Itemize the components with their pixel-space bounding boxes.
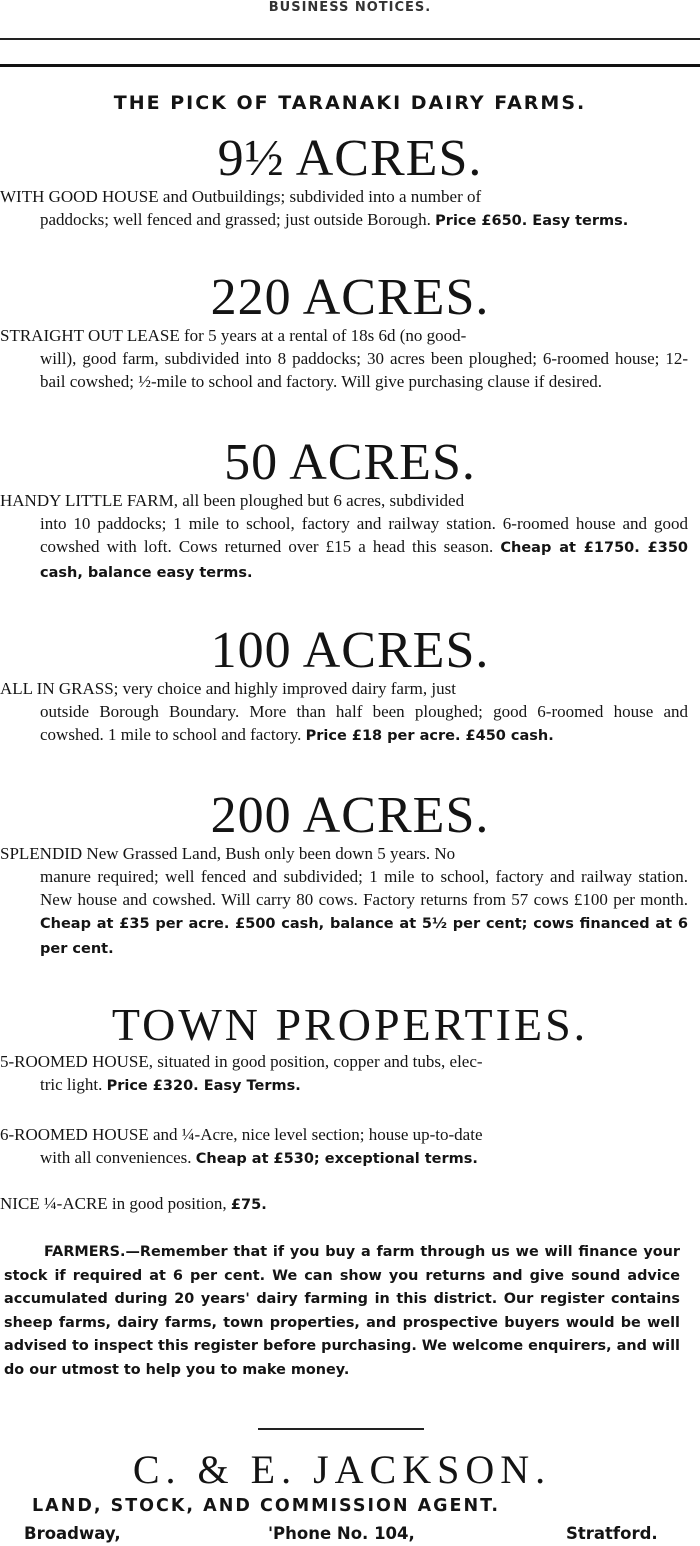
header-rule (0, 38, 700, 40)
listing-body: manure required; well fenced and subdivided; 1 mile to school, factory and railway station. New house and cowshed. Will carry 80 cows. Factory returns from 57 cows £100 per month. (40, 867, 688, 909)
listing-first-line: STRAIGHT OUT LEASE for 5 years at a rental of 18s 6d (no good- (0, 326, 467, 345)
listing-price: Cheap at £1750. £350 cash, balance easy terms. (40, 540, 688, 581)
firm-street: Broadway, (24, 1524, 121, 1543)
listing-body: outside Borough Boundary. More than half been ploughed; good 6-roomed house and cowshed. 1 mile to school and factory. (40, 702, 688, 744)
farmers-lead: FARMERS. (44, 1244, 126, 1260)
box-top-rule (0, 64, 700, 67)
listing-heading: 50 ACRES. (224, 434, 476, 491)
town-body: with all conveniences. (40, 1148, 192, 1167)
town-listing (0, 1123, 688, 1171)
town-first-line: 6-ROOMED HOUSE and ¼-Acre, nice level section; house up-to-date (0, 1125, 483, 1144)
farmers-text: —Remember that if you buy a farm through us we will finance your stock if required at 6 per cent. We can show you returns and give sound advice accumulated during 20 years' dairy farming in this district. Our register contains sheep farms, dairy farms, town properties, and prospective buyers would be well advised to inspect this register before purchasing. We welcome enquirers, and will do our utmost to help you to make money. (4, 1244, 680, 1378)
listing-body: will), good farm, subdivided into 8 paddocks; 30 acres been ploughed; 6-roomed house; 12-bail cowshed; ½-mile to school and factory. Will give purchasing clause if desired. (40, 349, 688, 391)
listing-first-line: ALL IN GRASS; very choice and highly improved dairy farm, just (0, 679, 456, 698)
town-properties-heading: TOWN PROPERTIES. (111, 999, 589, 1050)
town-price: £75. (230, 1197, 267, 1213)
farmers-paragraph (4, 1241, 680, 1382)
page-title: THE PICK OF TARANAKI DAIRY FARMS. (113, 92, 587, 114)
listing-body: paddocks; well fenced and grassed; just outside Borough. (40, 210, 431, 229)
section-header: BUSINESS NOTICES. (268, 0, 432, 15)
town-price: Cheap at £530; exceptional terms. (195, 1151, 478, 1167)
listing-first-line: SPLENDID New Grassed Land, Bush only been down 5 years. No (0, 844, 456, 863)
listing-text (0, 677, 688, 748)
listing-price: Cheap at £35 per acre. £500 cash, balance at 5½ per cent; cows financed at 6 per cent. (40, 916, 688, 957)
firm-tagline: LAND, STOCK, AND COMMISSION AGENT. (32, 1496, 501, 1516)
listing-price: Price £18 per acre. £450 cash. (305, 728, 554, 744)
town-body: tric light. (40, 1075, 103, 1094)
listing-heading: 220 ACRES. (210, 269, 490, 326)
town-listing (0, 1192, 688, 1217)
listing-text (0, 185, 688, 233)
listing-price: Price £650. Easy terms. (435, 213, 629, 229)
town-first-line: NICE ¼-ACRE in good position, (0, 1194, 227, 1213)
listing-heading: 9½ ACRES. (217, 130, 483, 187)
listing-text (0, 842, 688, 961)
town-price: Price £320. Easy Terms. (106, 1078, 301, 1094)
footer-rule (258, 1428, 424, 1430)
listing-first-line: HANDY LITTLE FARM, all been ploughed but 6 acres, subdivided (0, 491, 465, 510)
firm-town: Stratford. (566, 1524, 658, 1543)
listing-body: into 10 paddocks; 1 mile to school, factory and railway station. 6-roomed house and good cowshed with loft. Cows returned over £15 a head this season. (40, 514, 688, 556)
firm-name: C. & E. JACKSON. (132, 1447, 552, 1492)
town-listing (0, 1050, 688, 1098)
firm-phone: 'Phone No. 104, (268, 1524, 415, 1543)
listing-text (0, 324, 688, 393)
town-first-line: 5-ROOMED HOUSE, situated in good position, copper and tubs, elec- (0, 1052, 483, 1071)
listing-heading: 200 ACRES. (210, 787, 490, 844)
listing-text (0, 489, 688, 585)
listing-first-line: WITH GOOD HOUSE and Outbuildings; subdivided into a number of (0, 187, 482, 206)
listing-heading: 100 ACRES. (210, 622, 490, 679)
